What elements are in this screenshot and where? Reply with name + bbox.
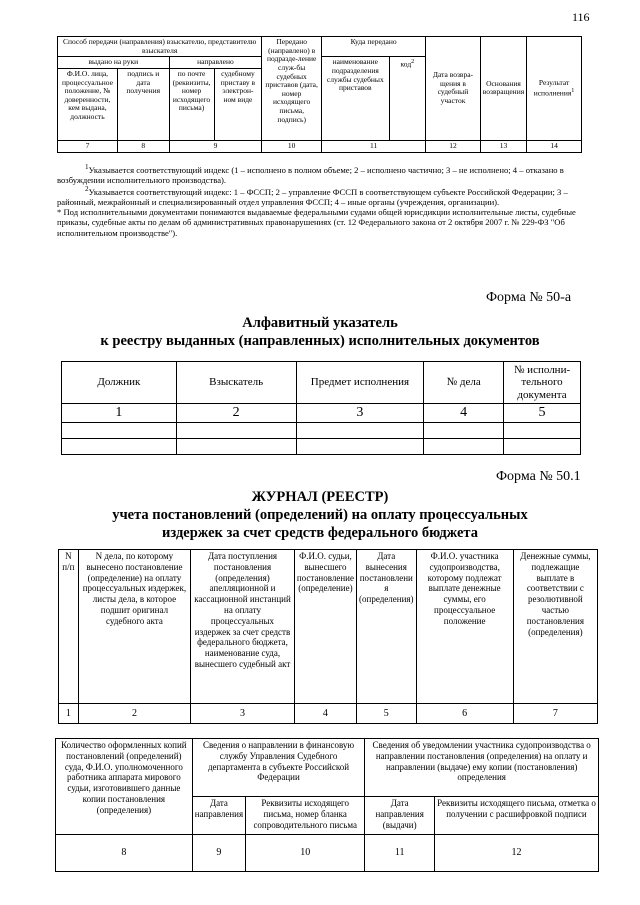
header-letter-receipt: Реквизиты исходящего письма, отметка о получении с расшифровкой подписи xyxy=(435,797,599,835)
bottom-table xyxy=(55,738,599,872)
header-case: N дела, по которому вынесено постановление (определение) на оплату процессуальных издержек, листы дела, в которое подшит оригинал судебного акта xyxy=(78,550,190,704)
header-sign: подпись и дата получения xyxy=(117,68,169,140)
header-transferred: Передано (направлено) в подразде-ление служ-бы судебных приставов (дата, номер исходящего письма, подпись) xyxy=(262,37,322,141)
form-50a-title-2: к реестру выданных (направленных) исполнительных документов xyxy=(100,333,540,349)
journal-table xyxy=(58,549,598,724)
header-unit: наименование подразделения службы судебных приставов xyxy=(322,57,390,141)
header-amounts: Денежные суммы, подлежащие выплате в соответствии с резолютивной частью постановления (определения) xyxy=(513,550,597,704)
col-num: 3 xyxy=(191,704,295,724)
footnote-2-text: Указывается соответствующий индекс: 1 – ФССП; 2 – управление ФССП в соответствующем субъекте Российской Федерации; 3 – районный, межрайонный и специализированный отдел управления ФССП; 4 – иные органы (учреждения, организации). xyxy=(57,187,568,208)
header-letter-details: Реквизиты исходящего письма, номер бланка сопроводительного письма xyxy=(246,797,365,835)
header-code-sup: 2 xyxy=(411,58,415,66)
col-num: 3 xyxy=(296,404,424,423)
header-result xyxy=(527,37,582,141)
header-send-date: Дата направления xyxy=(192,797,245,835)
footnote-1-mark: 1 xyxy=(85,163,89,171)
col-num: 11 xyxy=(322,140,426,152)
col-num: 9 xyxy=(192,835,245,872)
header-code xyxy=(389,57,426,141)
col-num: 8 xyxy=(56,835,193,872)
header-post: по почте (реквизиты, номер исходящего письма) xyxy=(169,68,214,140)
header-finance-group: Сведения о направлении в финансовую службу Управления Судебного департамента в субъекте Российской Федерации xyxy=(192,739,365,797)
footnote-1-text: Указывается соответствующий индекс (1 – исполнено в полном объеме; 2 – исполнено частично; 3 – не исполнено; 4 – отказано в возбуждении исполнительного производства). xyxy=(57,164,564,185)
header-send-issue-date: Дата направления (выдачи) xyxy=(365,797,435,835)
col-num: 4 xyxy=(294,704,356,724)
col-num: 12 xyxy=(426,140,481,152)
form-501-title-3: издержек за счет средств федерального бюджета xyxy=(162,525,478,541)
col-num: 12 xyxy=(435,835,599,872)
header-handed: выдано на руки xyxy=(58,57,170,69)
header-judge: Ф.И.О. судьи, вынесшего постановление (определение) xyxy=(294,550,356,704)
col-num: 2 xyxy=(78,704,190,724)
table-row xyxy=(62,439,581,455)
header-basis: Основания возвращения xyxy=(480,37,526,141)
col-num: 9 xyxy=(169,140,262,152)
header-no: N п/п xyxy=(59,550,79,704)
table-row xyxy=(62,423,581,439)
col-num: 14 xyxy=(527,140,582,152)
col-num: 6 xyxy=(416,704,513,724)
footnote-1 xyxy=(57,163,585,185)
header-notify-group: Сведения об уведомлении участника судопроизводства о направлении постановления (определения) на оплату и направлении (выдаче) ему копии (постановления) определения xyxy=(365,739,599,797)
header-copies: Количество оформленных копий постановлений (определений) суда, Ф.И.О. уполномоченного работника аппарата мирового судьи, изготовившего данные копии постановления (определения) xyxy=(56,739,193,835)
col-num: 10 xyxy=(246,835,365,872)
header-fio: Ф.И.О. лица, процессуальное положение, № доверенности, кем выдана, должность xyxy=(58,68,118,140)
header-where: Куда передано xyxy=(322,37,426,57)
header-receipt-date: Дата поступления постановления (определения) апелляционной и кассационной инстанций на оплату процессуальных издержек за счет средств федерального бюджета, наименование суда, вынесшего судебный акт xyxy=(191,550,295,704)
form-501-title-1: ЖУРНАЛ (РЕЕСТР) xyxy=(251,489,389,505)
col-num: 5 xyxy=(357,704,417,724)
col-num: 10 xyxy=(262,140,322,152)
col-num: 7 xyxy=(513,704,597,724)
header-result-text: Результат исполнения xyxy=(533,77,572,98)
col-num: 1 xyxy=(59,704,79,724)
header-code-text: код xyxy=(400,59,412,69)
footnote-2-mark: 2 xyxy=(85,185,89,194)
header-bailiff: судебному приставу в электрон-ном виде xyxy=(214,68,262,140)
header-result-sup: 1 xyxy=(571,87,575,95)
page-number: 116 xyxy=(572,10,590,24)
header-participant: Ф.И.О. участника судопроизводства, которому подлежат выплате денежные суммы, его процессуальное положение xyxy=(416,550,513,704)
header-return-date: Дата возвра-щения в судебный участок xyxy=(426,37,481,141)
col-num: 11 xyxy=(365,835,435,872)
col-num: 5 xyxy=(504,404,581,423)
header-sent: направлено xyxy=(169,57,262,69)
footnotes xyxy=(57,163,585,238)
col-num: 4 xyxy=(424,404,504,423)
header-issue-date: Дата вынесения постановлени я (определения) xyxy=(357,550,417,704)
header-doc-no: № исполни-тельного документа xyxy=(504,362,581,404)
top-table xyxy=(57,36,582,153)
form-501-number: Форма № 50.1 xyxy=(496,469,581,484)
footnote-3: * Под исполнительными документами понимаются выдаваемые федеральными судами общей юрисдикции исполнительные листы, судебные приказы, судебные акты по делам об административных правонарушениях (ст. 12 Федерального закона от 2 октября 2007 г. № 229-ФЗ "Об исполнительном производстве"). xyxy=(57,207,576,238)
header-subject: Предмет исполнения xyxy=(296,362,424,404)
col-num: 13 xyxy=(480,140,526,152)
col-num: 7 xyxy=(58,140,118,152)
footnote-2 xyxy=(57,185,585,207)
header-debtor: Должник xyxy=(62,362,177,404)
header-claimant: Взыскатель xyxy=(176,362,296,404)
header-case-no: № дела xyxy=(424,362,504,404)
col-num: 1 xyxy=(62,404,177,423)
col-num: 8 xyxy=(117,140,169,152)
form-501-title-2: учета постановлений (определений) на оплату процессуальных xyxy=(112,507,528,523)
form-50a-number: Форма № 50-а xyxy=(486,290,572,305)
header-method: Способ передачи (направления) взыскателю, представителю взыскателя xyxy=(58,37,262,57)
form-50a-title-1: Алфавитный указатель xyxy=(242,315,398,331)
col-num: 2 xyxy=(176,404,296,423)
alphabetical-index-table xyxy=(61,361,581,455)
